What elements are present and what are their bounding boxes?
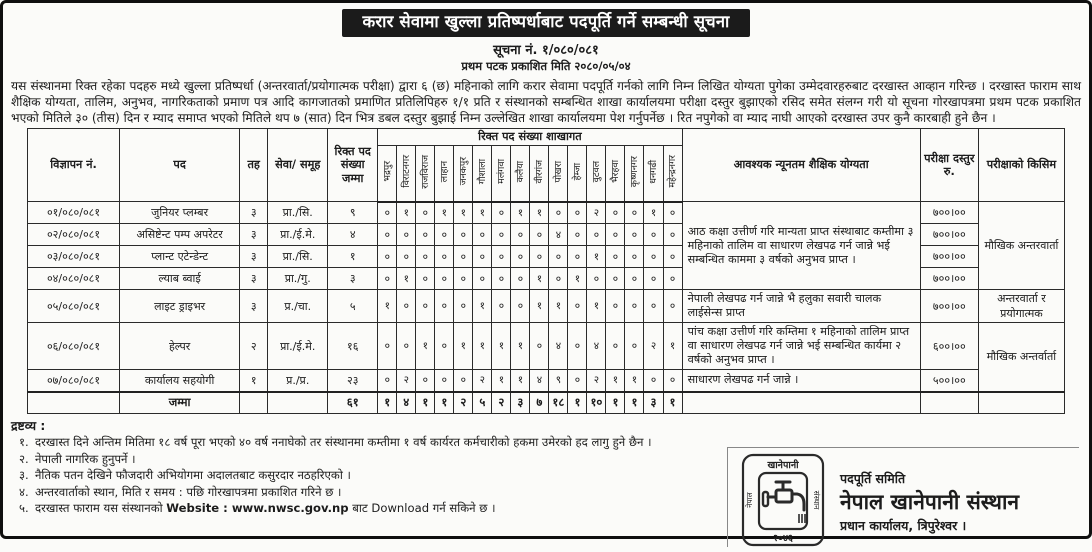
column-header-branch: कृष्णनगर <box>625 146 644 202</box>
cell-branch-count: ० <box>416 202 435 224</box>
column-header-ad-no: विज्ञापन नं. <box>28 129 120 202</box>
cell-total: ९ <box>328 202 378 224</box>
note-text: दरखास्त दिने अन्तिम मितिमा १८ वर्ष पूरा भएको ४० वर्ष ननाघेको तर संस्थानमा कम्तीमा १ वर्ष कार्यरत कर्मचारीको हकमा उमेरको हद लागु हुने छैन । <box>35 435 652 449</box>
cell-ad-no-empty <box>28 392 120 414</box>
svg-text:२०४६: २०४६ <box>773 532 793 544</box>
column-header-post: पद <box>120 129 240 202</box>
cell-branch-count: ० <box>416 246 435 268</box>
cell-branch-count: ० <box>511 246 530 268</box>
cell-ad-no: ०५/०८०/०८१ <box>28 290 120 323</box>
cell-ad-no: ०२/०८०/०८१ <box>28 224 120 246</box>
cell-fee: ७००।०० <box>920 246 978 268</box>
cell-branch-count: ० <box>435 224 454 246</box>
cell-branch-count: ४ <box>549 224 568 246</box>
cell-branch-count: १ <box>511 202 530 224</box>
cell-branch-count: १ <box>473 202 492 224</box>
column-header-branch: धनगढी <box>644 146 663 202</box>
cell-branch-count: ० <box>378 202 397 224</box>
cell-branch-count: १ <box>397 202 416 224</box>
cell-branch-total: ५ <box>473 392 492 414</box>
notes-section <box>11 417 727 547</box>
cell-branch-count: ० <box>454 268 473 290</box>
cell-branch-count: ० <box>530 323 549 370</box>
note-number: ५. <box>19 501 29 516</box>
cell-total: ५ <box>328 290 378 323</box>
cell-fee: ७००।०० <box>920 290 978 323</box>
cell-level: ३ <box>240 246 268 268</box>
cell-branch-count: ० <box>606 202 625 224</box>
cell-branch-count: ० <box>492 202 511 224</box>
column-header-branch: महेन्द्रनगर <box>663 146 682 202</box>
cell-branch-count: ० <box>549 202 568 224</box>
column-header-branch: कलैया <box>511 146 530 202</box>
cell-branch-count: ० <box>492 268 511 290</box>
cell-service: प्रा./गु. <box>268 268 328 290</box>
cell-branch-count: १ <box>454 323 473 370</box>
cell-level: ३ <box>240 290 268 323</box>
note-text: नेपाली नागरिक हुनुपर्ने । <box>35 451 136 466</box>
cell-branch-count: ० <box>378 224 397 246</box>
cell-level: १ <box>240 370 268 392</box>
cell-branch-count: ० <box>568 370 587 392</box>
cell-branch-count: ० <box>644 290 663 323</box>
cell-branch-total: २ <box>492 392 511 414</box>
cell-branch-count: ० <box>606 290 625 323</box>
cell-branch-total: ३ <box>511 392 530 414</box>
column-header-branch: गौशाला <box>473 146 492 202</box>
cell-total: ३ <box>328 268 378 290</box>
column-header-branch: वीरगंज <box>530 146 549 202</box>
cell-branch-count: १ <box>625 370 644 392</box>
cell-level: ३ <box>240 202 268 224</box>
cell-fee: ७००।०० <box>920 202 978 224</box>
cell-branch-total: १ <box>606 392 625 414</box>
cell-branch-count: ० <box>416 224 435 246</box>
bottom-section <box>11 417 1079 547</box>
cell-qualification: साधारण लेखपढ गर्न जान्ने । <box>682 370 920 392</box>
cell-branch-count: ० <box>549 246 568 268</box>
cell-branch-count: ० <box>663 224 682 246</box>
cell-branch-count: ० <box>397 290 416 323</box>
cell-branch-count: ० <box>492 246 511 268</box>
water-tap-icon <box>740 452 826 548</box>
cell-branch-total: १ <box>416 392 435 414</box>
cell-branch-count: ० <box>435 370 454 392</box>
cell-branch-count: १ <box>397 268 416 290</box>
cell-branch-count: ४ <box>549 323 568 370</box>
cell-branch-total: १ <box>625 392 644 414</box>
cell-branch-count: १ <box>378 290 397 323</box>
cell-service: प्र./प्र. <box>268 370 328 392</box>
cell-branch-total: ३ <box>644 392 663 414</box>
cell-branch-count: ० <box>644 246 663 268</box>
cell-branch-count: ० <box>416 268 435 290</box>
cell-branch-count: १ <box>492 370 511 392</box>
cell-branch-count: ० <box>625 268 644 290</box>
cell-qualification: पांच कक्षा उत्तीर्ण गरि कम्तिमा १ महिनाको तालिम प्राप्त वा साधारण लेखपढ गर्न जान्ने भई सम्बन्धित कार्यमा २ वर्षको अनुभव प्राप्त । <box>682 323 920 370</box>
cell-branch-count: ० <box>378 370 397 392</box>
cell-branch-count: ० <box>378 268 397 290</box>
cell-exam-type-empty <box>978 392 1064 414</box>
column-header-qualification: आवश्यक न्यूनतम शैक्षिक योग्यता <box>682 129 920 202</box>
cell-level-empty <box>240 392 268 414</box>
cell-branch-count: ० <box>625 323 644 370</box>
cell-level: ३ <box>240 224 268 246</box>
svg-text:संस्थान: संस्थान <box>812 490 821 509</box>
cell-branch-count: ० <box>530 246 549 268</box>
cell-total: १ <box>328 246 378 268</box>
notice-number: सूचना नं. १/०८०/०८१ <box>493 42 599 58</box>
cell-qualification-empty <box>682 392 920 414</box>
note-text: नैतिक पतन देखिने फौजदारी अभियोगमा अदालतबाट कसुरदार नठहरिएको । <box>35 468 351 483</box>
cell-branch-count: ४ <box>587 323 606 370</box>
cell-branch-count: १ <box>530 202 549 224</box>
cell-branch-count: ० <box>587 268 606 290</box>
cell-branch-count: ० <box>378 323 397 370</box>
cell-branch-count: १ <box>530 268 549 290</box>
note-item <box>19 485 727 501</box>
cell-branch-count: ० <box>663 290 682 323</box>
column-header-branch: भैरहवा <box>606 146 625 202</box>
column-header-branch: लाहान <box>435 146 454 202</box>
cell-ad-no: ०४/०८०/०८१ <box>28 268 120 290</box>
note-number: ४. <box>19 484 29 499</box>
cell-branch-count: १ <box>663 323 682 370</box>
cell-post: प्लान्ट एटेन्डेन्ट <box>120 246 240 268</box>
cell-branch-count: १ <box>587 246 606 268</box>
signature-text <box>840 470 1019 534</box>
cell-branch-count: ० <box>416 370 435 392</box>
cell-branch-count: ० <box>454 370 473 392</box>
cell-service: प्रा./ई.मे. <box>268 323 328 370</box>
cell-branch-count: ० <box>644 268 663 290</box>
cell-post: कार्यालय सहयोगी <box>120 370 240 392</box>
cell-branch-count: ० <box>644 370 663 392</box>
cell-branch-count: ० <box>625 246 644 268</box>
cell-branch-total: १ <box>568 392 587 414</box>
cell-branch-total: १० <box>587 392 606 414</box>
note-text: अन्तरवार्ताको स्थान, मिति र समय : पछि गोरखापत्रमा प्रकाशित गरिने छ । <box>35 484 342 499</box>
cell-fee: ७००।०० <box>920 268 978 290</box>
cell-branch-count: २ <box>587 370 606 392</box>
cell-branch-count: ० <box>625 290 644 323</box>
cell-total-label: जम्मा <box>120 392 240 414</box>
column-header-branch: पोखरा <box>549 146 568 202</box>
cell-branch-total: ७ <box>530 392 549 414</box>
column-header-branch: मलंगवा <box>492 146 511 202</box>
title-row <box>3 9 1089 37</box>
cell-post: हेल्पर <box>120 323 240 370</box>
cell-branch-count: १ <box>511 323 530 370</box>
note-item <box>19 435 727 451</box>
note-text: बाट Download गर्न सकिने छ । <box>348 501 496 516</box>
cell-post: ल्याब ब्वाई <box>120 268 240 290</box>
cell-branch-count: ० <box>397 246 416 268</box>
cell-branch-count: ० <box>644 224 663 246</box>
cell-branch-total: १ <box>663 392 682 414</box>
cell-branch-count: ० <box>606 246 625 268</box>
cell-branch-count: २ <box>587 202 606 224</box>
cell-ad-no: ०३/०८०/०८१ <box>28 246 120 268</box>
cell-level: ३ <box>240 268 268 290</box>
column-header-branch: वुटवल <box>587 146 606 202</box>
svg-text:नेपाल: नेपाल <box>745 491 754 508</box>
note-item <box>19 452 727 468</box>
cell-total: १६ <box>328 323 378 370</box>
cell-post: लाइट ड्राइभर <box>120 290 240 323</box>
committee-name: पदपूर्ति समिति <box>840 470 906 486</box>
cell-service: प्रा./ई.मे. <box>268 224 328 246</box>
cell-grand-total: ६१ <box>328 392 378 414</box>
column-header-branch: हेम्जा <box>568 146 587 202</box>
cell-branch-count: ० <box>663 246 682 268</box>
note-text: दरखास्त फाराम यस संस्थानको <box>35 501 167 516</box>
table-row <box>28 202 1065 224</box>
cell-branch-total: १ <box>435 392 454 414</box>
cell-branch-count: ० <box>606 268 625 290</box>
cell-branch-count: २ <box>644 323 663 370</box>
cell-branch-count: १ <box>606 370 625 392</box>
column-header-branch: राजविराज <box>416 146 435 202</box>
cell-branch-total: १ <box>378 392 397 414</box>
cell-branch-count: १ <box>511 370 530 392</box>
cell-branch-count: १ <box>530 290 549 323</box>
cell-branch-count: ० <box>473 246 492 268</box>
cell-branch-count: ० <box>568 202 587 224</box>
cell-branch-count: ० <box>511 224 530 246</box>
cell-branch-count: ० <box>378 246 397 268</box>
cell-branch-count: ० <box>397 323 416 370</box>
cell-exam-type: मौखिक अन्तर्वार्ता <box>978 323 1064 392</box>
column-header-level: तह <box>240 129 268 202</box>
table-row <box>28 370 1065 392</box>
page-title: करार सेवामा खुल्ला प्रतिष्पर्धाबाट पदपूर्ति गर्ने सम्बन्धी सूचना <box>342 9 749 37</box>
cell-branch-count: १ <box>587 290 606 323</box>
org-logo <box>740 452 826 552</box>
cell-branch-total: ४ <box>397 392 416 414</box>
cell-branch-count: ० <box>511 290 530 323</box>
cell-exam-type: मौखिक अन्तरवार्ता <box>978 202 1064 290</box>
table-total-row <box>28 392 1065 414</box>
cell-branch-count: ० <box>663 370 682 392</box>
cell-branch-count: ० <box>511 268 530 290</box>
cell-total: ४ <box>328 224 378 246</box>
cell-branch-count: ० <box>530 224 549 246</box>
cell-branch-count: ० <box>568 224 587 246</box>
cell-branch-count: ४ <box>530 370 549 392</box>
cell-branch-count: ० <box>606 224 625 246</box>
cell-fee: ६००।०० <box>920 323 978 370</box>
cell-branch-count: ० <box>625 202 644 224</box>
cell-branch-count: ० <box>568 246 587 268</box>
notes-heading: द्रष्टव्य : <box>11 419 46 433</box>
column-header-exam-type: परीक्षाको किसिम <box>978 129 1064 202</box>
table-row <box>28 323 1065 370</box>
cell-branch-count: १ <box>454 202 473 224</box>
cell-branch-count: ० <box>454 224 473 246</box>
cell-qualification: नेपाली लेखपढ गर्न जान्ने भै हलुका सवारी चालक लाईसेन्स प्राप्त <box>682 290 920 323</box>
cell-service: प्रा./सि. <box>268 202 328 224</box>
cell-branch-count: ० <box>663 268 682 290</box>
cell-branch-count: १ <box>473 290 492 323</box>
cell-exam-type: अन्तरवार्ता र प्रयोगात्मक <box>978 290 1064 323</box>
cell-fee: ५००।०० <box>920 370 978 392</box>
cell-branch-count: १ <box>644 202 663 224</box>
column-header-total: रिक्त पद संख्या जम्मा <box>328 129 378 202</box>
cell-branch-total: १८ <box>549 392 568 414</box>
cell-ad-no: ०७/०८०/०८१ <box>28 370 120 392</box>
cell-branch-count: ० <box>492 224 511 246</box>
signature-block <box>727 447 1079 547</box>
cell-service-empty <box>268 392 328 414</box>
cell-branch-count: ० <box>454 246 473 268</box>
cell-branch-count: ० <box>549 268 568 290</box>
cell-service: प्रा./सि. <box>268 246 328 268</box>
office-address: प्रधान कार्यालय, त्रिपुरेश्वर । <box>840 517 967 533</box>
cell-branch-count: ० <box>625 224 644 246</box>
svg-text:खानेपानी: खानेपानी <box>767 459 799 471</box>
cell-qualification: आठ कक्षा उत्तीर्ण गरि मान्यता प्राप्त संस्थाबाट कम्तीमा ३ महिनाको तालिम वा साधारण लेखपढ गर्न जान्ने भई सम्बन्धित काममा ३ वर्षको अनुभव प्राप्त । <box>682 202 920 290</box>
table-row <box>28 290 1065 323</box>
cell-branch-count: ० <box>454 290 473 323</box>
cell-branch-count: १ <box>473 323 492 370</box>
cell-level: २ <box>240 323 268 370</box>
cell-post: असिष्टेन्ट पम्प अपरेटर <box>120 224 240 246</box>
organization-name: नेपाल खानेपानी संस्थान <box>840 489 1020 514</box>
note-number: २. <box>19 451 29 466</box>
note-number: ३. <box>19 468 29 483</box>
cell-branch-count: ० <box>473 268 492 290</box>
cell-branch-count: ० <box>492 290 511 323</box>
cell-branch-count: ० <box>568 323 587 370</box>
cell-branch-count: ० <box>663 202 682 224</box>
column-header-fee: परीक्षा दस्तुर रु. <box>920 129 978 202</box>
cell-branch-count: २ <box>397 370 416 392</box>
cell-post: जुनियर प्लम्बर <box>120 202 240 224</box>
note-item <box>19 501 727 517</box>
cell-branch-count: ० <box>435 323 454 370</box>
cell-branch-count: ० <box>435 268 454 290</box>
cell-branch-count: ९ <box>549 370 568 392</box>
column-header-branchwise: रिक्त पद संख्या शाखागत <box>378 129 682 146</box>
note-item <box>19 468 727 484</box>
cell-branch-count: ० <box>416 290 435 323</box>
column-header-branch: जनकपुर <box>454 146 473 202</box>
cell-branch-count: १ <box>492 323 511 370</box>
cell-ad-no: ०१/०८०/०८१ <box>28 202 120 224</box>
note-website-url: Website : www.nwsc.gov.np <box>166 501 349 516</box>
cell-branch-count: ० <box>568 290 587 323</box>
cell-branch-count: १ <box>416 323 435 370</box>
cell-branch-count: १ <box>549 290 568 323</box>
cell-branch-count: ० <box>473 224 492 246</box>
cell-service: प्र./चा. <box>268 290 328 323</box>
cell-branch-count: १ <box>568 268 587 290</box>
cell-total: २३ <box>328 370 378 392</box>
cell-branch-count: ० <box>435 246 454 268</box>
cell-branch-count: ० <box>606 323 625 370</box>
note-number: १. <box>19 435 29 449</box>
vacancy-table <box>27 128 1065 414</box>
cell-branch-count: ० <box>587 224 606 246</box>
cell-branch-count: ० <box>397 224 416 246</box>
intro-paragraph: यस संस्थानमा रिक्त रहेका पदहरु मध्ये खुल्ला प्रतिष्पर्धा (अन्तरवार्ता/प्रयोगात्मक परीक्षा) द्वारा ६ (छ) महिनाको लागि करार सेवामा पदपूर्ति गर्नको लागि निम्न लिखित योग्यता पुगेका उम्मेदवारहरुबाट दरखास्त आव्हान गरिन्छ । दरखास्त फाराम साथ शैक्षिक योग्यता, तालिम, अनुभव, नागरिकताको प्रमाण पत्र आदि कागजातको प्रमाणित प्रतिलिपिहरु १/१ प्रति र संस्थानको सम्बन्धित शाखा कार्यालयमा परीक्षा दस्तुर बुझाएको रसिद समेत संलग्न गरी यो सूचना गोरखापत्रमा प्रथम पटक प्रकाशित भएको मितिले ३० (तीस) दिन र म्याद समाप्त भएको मितिले थप ७ (सात) दिन भित्र डबल दस्तुर बुझाई निम्न उल्लेखित शाखा कार्यालयमा पेश गर्नुपर्नेछ । रित नपुगेको वा म्याद नाघी आएको दरखास्त उपर कुनै कारबाही हुने छैन । <box>11 78 1081 126</box>
column-header-branch: भद्रपुर <box>378 146 397 202</box>
cell-branch-count: २ <box>473 370 492 392</box>
cell-branch-count: ० <box>435 290 454 323</box>
cell-branch-total: २ <box>454 392 473 414</box>
cell-branch-count: १ <box>435 202 454 224</box>
cell-fee: ७००।०० <box>920 224 978 246</box>
cell-fee-empty <box>920 392 978 414</box>
column-header-branch: विराटनगर <box>397 146 416 202</box>
published-date: प्रथम पटक प्रकाशित मिति २०८०/०५/०४ <box>461 58 631 73</box>
column-header-service: सेवा/ समूह <box>268 129 328 202</box>
vacancy-table-wrap <box>27 128 1065 414</box>
cell-ad-no: ०६/०८०/०८१ <box>28 323 120 370</box>
